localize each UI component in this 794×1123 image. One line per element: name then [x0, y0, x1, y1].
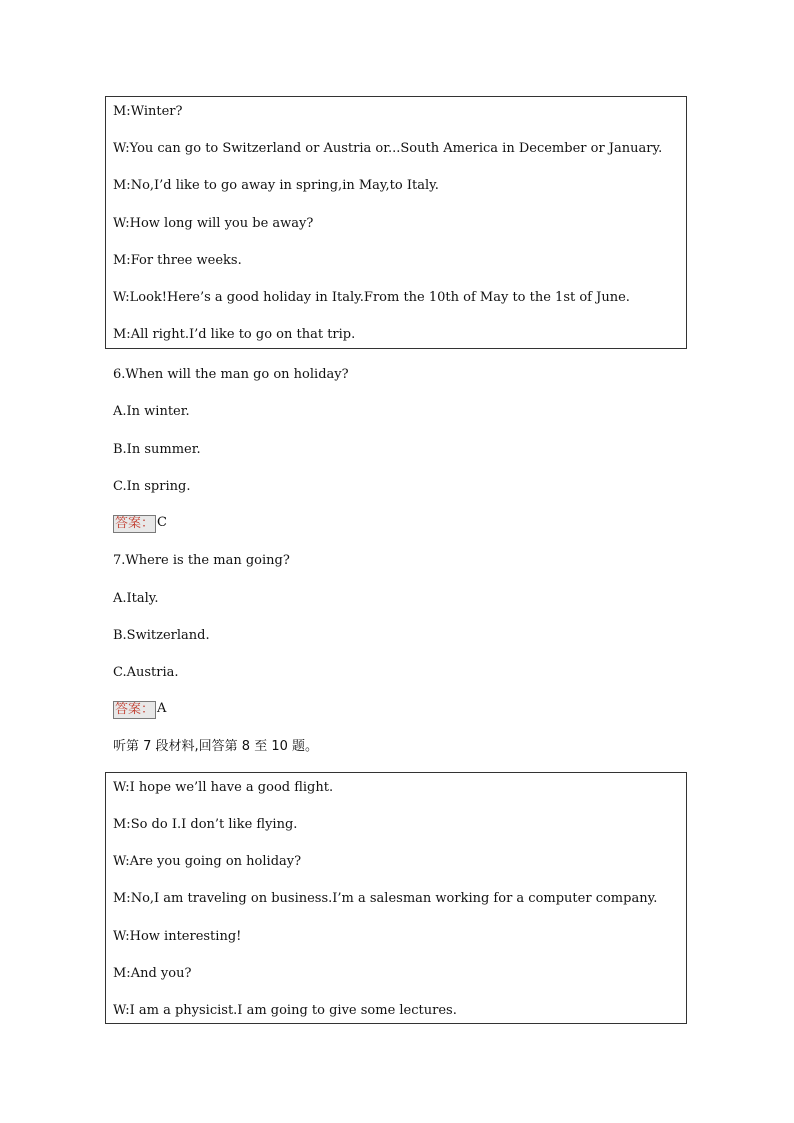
dialogue-1-line: W:Look!Here’s a good holiday in Italy.From the 10th of May to the 1st of June.	[113, 290, 630, 305]
answer-value: A	[157, 701, 167, 716]
question-6-option-c: C.In spring.	[113, 479, 191, 494]
question-6-answer	[113, 515, 167, 531]
dialogue-2-line: W:How interesting!	[113, 929, 242, 944]
question-6-option-a: A.In winter.	[113, 404, 190, 419]
dialogue-1-line: W:You can go to Switzerland or Austria or...South America in December or January.	[113, 141, 663, 156]
dialogue-1-line: W:How long will you be away?	[113, 216, 314, 231]
dialogue-1-line: M:Winter?	[113, 104, 183, 119]
dialogue-2-line: M:So do I.I don’t like flying.	[113, 817, 298, 832]
dialogue-1-line: M:For three weeks.	[113, 253, 242, 268]
section-intro: 听第 7 段材料,回答第 8 至 10 题。	[113, 739, 319, 754]
dialogue-2-line: W:I hope we’ll have a good flight.	[113, 780, 334, 795]
answer-label-tag: 答案：	[115, 702, 155, 717]
answer-label-tag: 答案：	[115, 516, 155, 531]
answer-value: C	[157, 515, 167, 530]
question-6: 6.When will the man go on holiday?	[113, 367, 349, 382]
question-7-option-a: A.Italy.	[113, 591, 159, 606]
dialogue-2-line: M:No,I am traveling on business.I’m a salesman working for a computer company.	[113, 891, 658, 906]
question-7-option-c: C.Austria.	[113, 665, 179, 680]
question-7-answer	[113, 701, 166, 717]
dialogue-1-line: M:All right.I’d like to go on that trip.	[113, 327, 356, 342]
dialogue-2-line: W:I am a physicist.I am going to give some lectures.	[113, 1003, 457, 1018]
dialogue-2-line: M:And you?	[113, 966, 192, 981]
question-7: 7.Where is the man going?	[113, 553, 290, 568]
dialogue-2-line: W:Are you going on holiday?	[113, 854, 302, 869]
dialogue-1-line: M:No,I’d like to go away in spring,in May,to Italy.	[113, 178, 439, 193]
question-7-option-b: B.Switzerland.	[113, 628, 210, 643]
question-6-option-b: B.In summer.	[113, 442, 201, 457]
